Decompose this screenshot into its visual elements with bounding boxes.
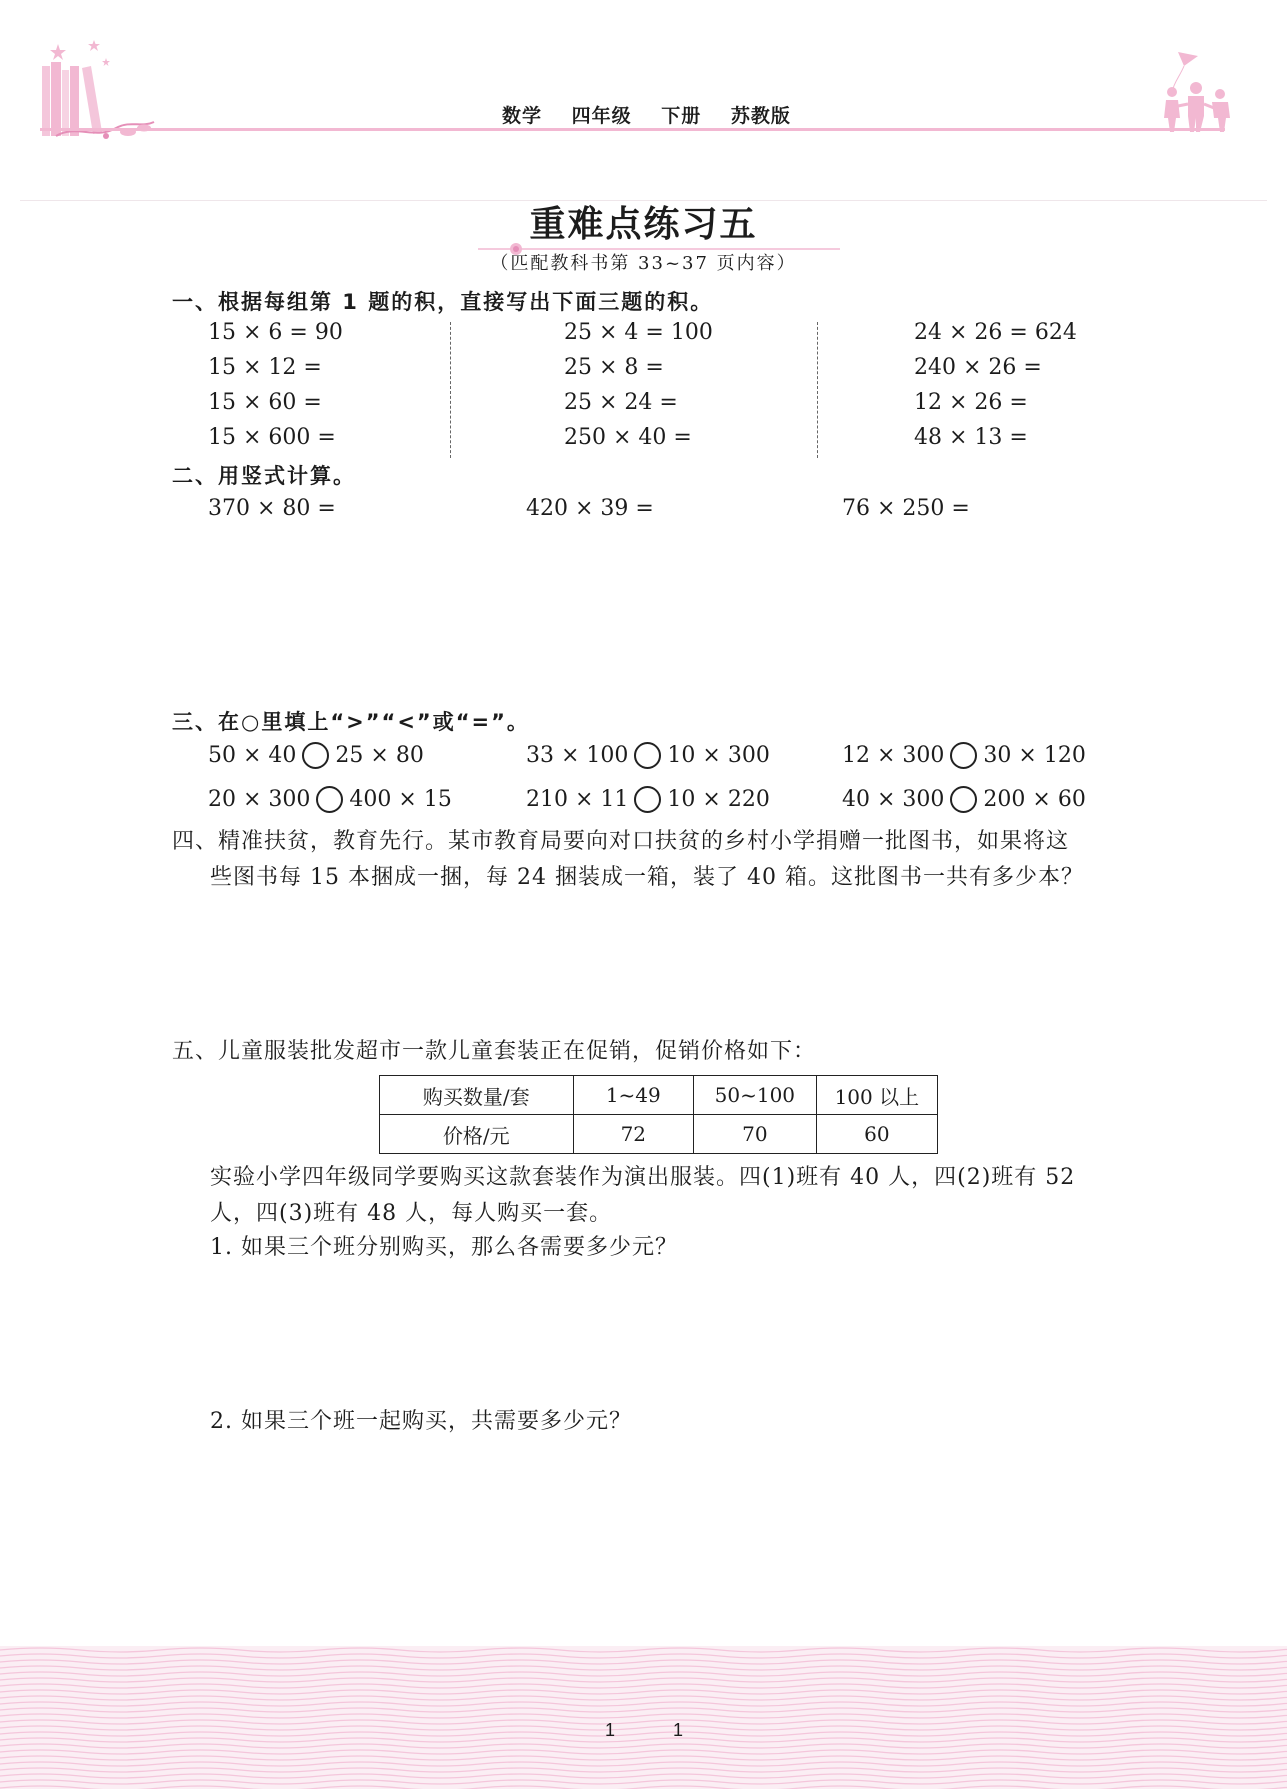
equation: 25 × 24 = — [564, 390, 678, 415]
compare-circle-blank[interactable] — [316, 786, 343, 813]
page-subtitle: （匹配教科书第 33~37 页内容） — [490, 253, 797, 274]
compare-right: 30 × 120 — [983, 743, 1086, 768]
equation: 25 × 8 = — [564, 355, 664, 380]
vertical-calc-item: 370 × 80 = — [208, 496, 336, 521]
question-1: 1. 如果三个班分别购买，那么各需要多少元？ — [210, 1235, 678, 1260]
compare-circle-blank[interactable] — [634, 742, 661, 769]
vertical-calc-item: 420 × 39 = — [526, 496, 654, 521]
books-stars-logo-icon — [36, 36, 166, 148]
compare-left: 50 × 40 — [208, 743, 297, 768]
page-number-right: 1 — [673, 1720, 684, 1740]
equation: 12 × 26 = — [914, 390, 1028, 415]
table-row — [380, 1115, 938, 1154]
section3-heading: 三、在○里填上“>”“<”或“=”。 — [172, 710, 530, 734]
equation: 250 × 40 = — [564, 425, 692, 450]
equation: 24 × 26 = 624 — [914, 320, 1077, 345]
section1-heading: 一、根据每组第 1 题的积，直接写出下面三题的积。 — [172, 290, 714, 314]
page-title: 重难点练习五 — [529, 203, 758, 245]
section5-heading: 五、儿童服装批发超市一款儿童套装正在促销，促销价格如下： — [172, 1039, 817, 1064]
equation: 25 × 4 = 100 — [564, 320, 713, 345]
compare-item — [526, 742, 770, 769]
section4-heading: 四、精准扶贫，教育先行。某市教育局要向对口扶贫的乡村小学捐赠一批图书，如果将这 — [172, 829, 1070, 854]
compare-circle-blank[interactable] — [302, 742, 329, 769]
compare-item — [208, 786, 452, 813]
compare-item — [208, 742, 424, 769]
table-cell: 价格/元 — [380, 1115, 574, 1154]
equation: 48 × 13 = — [914, 425, 1028, 450]
compare-circle-blank[interactable] — [634, 786, 661, 813]
compare-circle-blank[interactable] — [950, 786, 977, 813]
header-grade: 四年级 — [571, 105, 632, 127]
equation: 15 × 6 = 90 — [208, 320, 343, 345]
section2-heading: 二、用竖式计算。 — [172, 464, 356, 488]
section1-col1 — [208, 320, 343, 460]
table-cell: 70 — [694, 1115, 817, 1154]
table-cell: 100 以上 — [816, 1076, 937, 1115]
table-cell: 60 — [816, 1115, 937, 1154]
equation: 240 × 26 = — [914, 355, 1042, 380]
page-number-left: 1 — [605, 1720, 616, 1740]
compare-right: 25 × 80 — [335, 743, 424, 768]
compare-left: 33 × 100 — [526, 743, 629, 768]
compare-item — [842, 742, 1086, 769]
compare-item — [526, 786, 770, 813]
compare-circle-blank[interactable] — [950, 742, 977, 769]
compare-left: 12 × 300 — [842, 743, 945, 768]
compare-right: 10 × 220 — [667, 787, 770, 812]
vertical-calc-item: 76 × 250 = — [842, 496, 970, 521]
header-book-info — [502, 101, 813, 128]
header-edition: 苏教版 — [730, 105, 791, 127]
section4-problem-text: 些图书每 15 本捆成一捆，每 24 捆装成一箱，装了 40 箱。这批图书一共有多少本？ — [210, 865, 1084, 890]
compare-left: 210 × 11 — [526, 787, 629, 812]
compare-left: 40 × 300 — [842, 787, 945, 812]
compare-right: 200 × 60 — [983, 787, 1086, 812]
section1-col3 — [914, 320, 1077, 460]
question-2: 2. 如果三个班一起购买，共需要多少元？ — [210, 1409, 632, 1434]
table-row — [380, 1076, 938, 1115]
price-table — [379, 1075, 938, 1154]
compare-left: 20 × 300 — [208, 787, 311, 812]
section5-paragraph-line2: 人，四(3)班有 48 人，每人购买一套。 — [210, 1201, 613, 1226]
table-cell: 购买数量/套 — [380, 1076, 574, 1115]
column-divider — [450, 322, 451, 458]
compare-right: 10 × 300 — [667, 743, 770, 768]
header-subject: 数学 — [502, 105, 543, 127]
children-kite-silhouette-icon — [1150, 52, 1240, 132]
compare-right: 400 × 15 — [349, 787, 452, 812]
table-cell: 1~49 — [573, 1076, 693, 1115]
equation: 15 × 12 = — [208, 355, 322, 380]
header-volume: 下册 — [661, 105, 702, 127]
column-divider — [817, 322, 818, 458]
footer-wave-pattern — [0, 1646, 1287, 1789]
table-cell: 50~100 — [694, 1076, 817, 1115]
table-cell: 72 — [573, 1115, 693, 1154]
header-divider — [40, 128, 1225, 131]
equation: 15 × 60 = — [208, 390, 322, 415]
section5-paragraph-line1: 实验小学四年级同学要购买这款套装作为演出服装。四(1)班有 40 人，四(2)班有 52 — [210, 1165, 1076, 1190]
compare-item — [842, 786, 1086, 813]
section1-col2 — [564, 320, 713, 460]
equation: 15 × 600 = — [208, 425, 336, 450]
